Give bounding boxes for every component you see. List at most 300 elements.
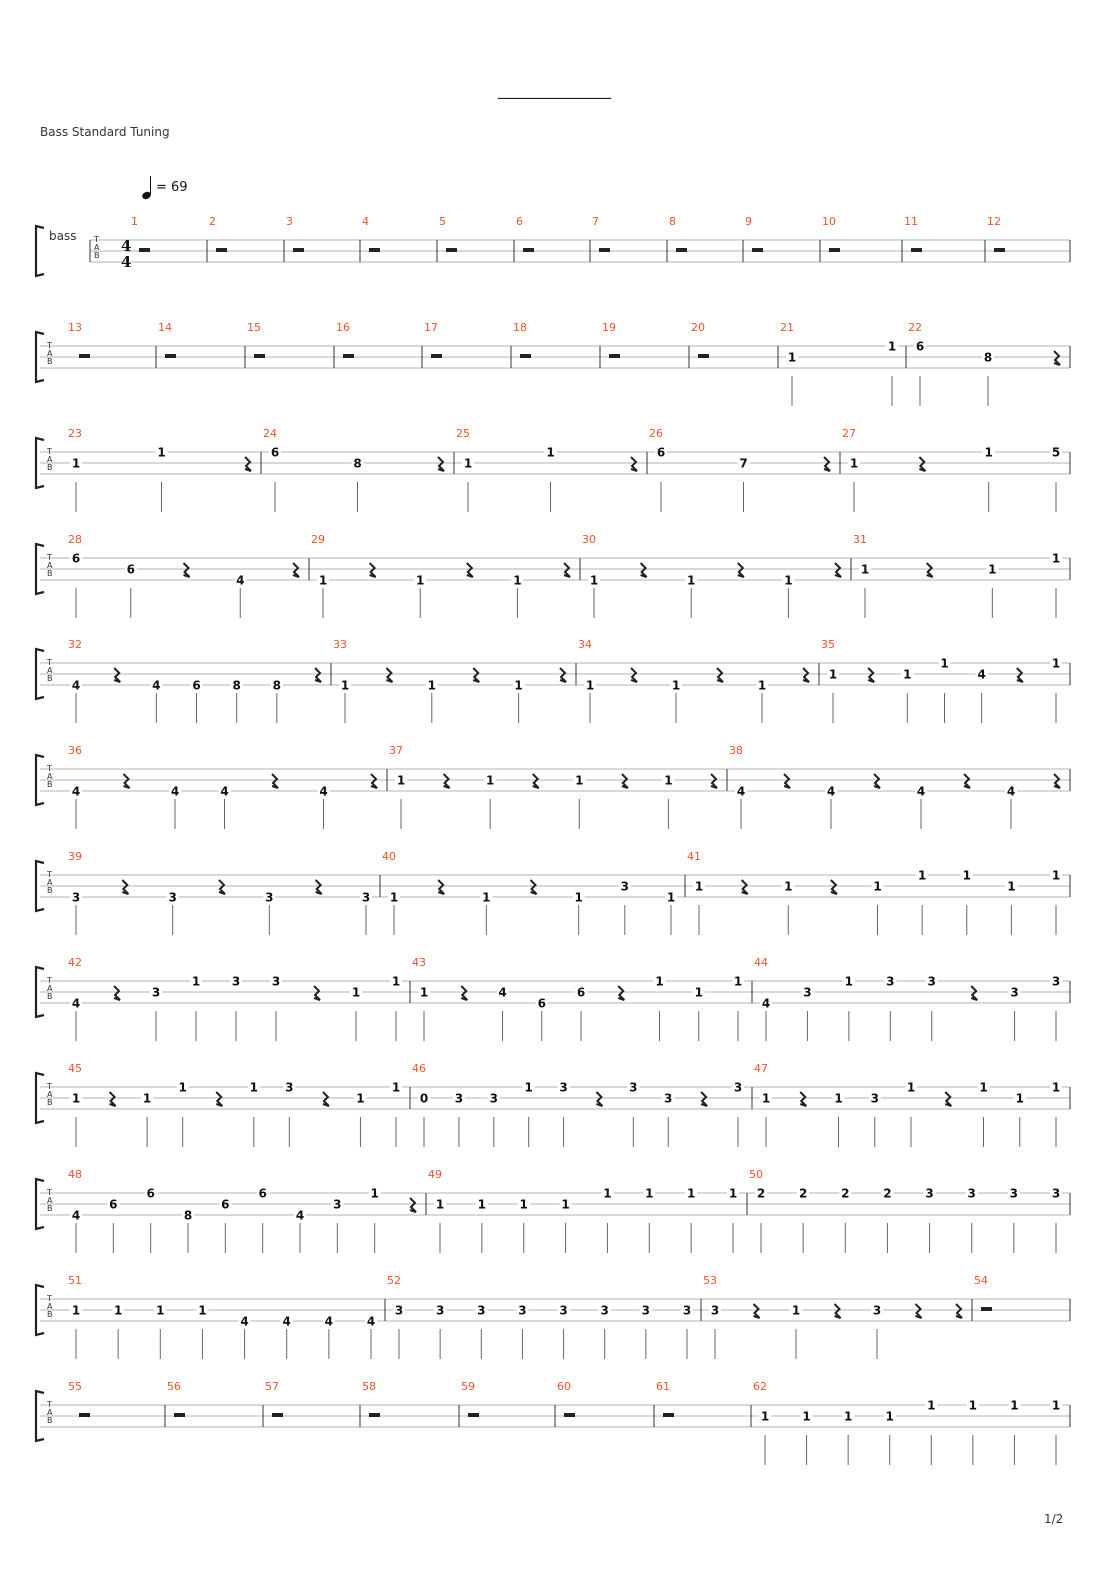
tab-clef-letter: A xyxy=(47,349,53,358)
measure-number: 7 xyxy=(592,215,599,228)
fret-number: 4 xyxy=(71,996,81,1011)
measure-number: 5 xyxy=(439,215,446,228)
fret-number: 1 xyxy=(802,1409,811,1424)
rest-mark xyxy=(742,880,748,894)
whole-rest xyxy=(520,354,531,358)
fret-number: 1 xyxy=(873,879,882,894)
fret-number: 1 xyxy=(984,445,993,460)
rest-mark xyxy=(916,1304,922,1318)
measure-number: 30 xyxy=(582,533,596,546)
track-name: bass xyxy=(49,229,77,243)
system-bracket xyxy=(36,226,44,276)
fret-number: 1 xyxy=(157,445,166,460)
rest-mark xyxy=(293,563,299,577)
rest-mark xyxy=(564,563,570,577)
measure-number: 18 xyxy=(513,321,527,334)
fret-number: 3 xyxy=(682,1303,692,1318)
whole-rest xyxy=(254,354,265,358)
tab-clef-letter: T xyxy=(47,341,52,350)
rest-mark xyxy=(219,880,225,894)
fret-number: 1 xyxy=(113,1303,123,1318)
fret-number: 1 xyxy=(514,678,523,693)
fret-number: 3 xyxy=(1051,1186,1061,1201)
rest-mark xyxy=(386,668,392,682)
fret-number: 3 xyxy=(489,1091,498,1106)
fret-number: 1 xyxy=(191,974,201,989)
whole-rest xyxy=(431,354,442,358)
fret-number: 1 xyxy=(784,573,793,588)
tab-clef-letter: B xyxy=(47,886,53,895)
measure-number: 58 xyxy=(362,1380,376,1393)
whole-rest xyxy=(272,1413,283,1417)
rest-mark xyxy=(371,774,377,788)
time-signature-top: 4 xyxy=(121,237,132,255)
rest-mark xyxy=(701,1092,707,1106)
fret-number: 1 xyxy=(906,1080,916,1095)
measure-number: 41 xyxy=(687,850,701,863)
fret-number: 2 xyxy=(798,1186,808,1201)
measure-number: 34 xyxy=(578,638,592,651)
fret-number: 4 xyxy=(71,784,81,799)
fret-number: 3 xyxy=(925,1186,934,1201)
rest-mark xyxy=(874,774,880,788)
fret-number: 6 xyxy=(126,562,135,577)
rest-mark xyxy=(831,880,837,894)
fret-number: 6 xyxy=(270,445,280,460)
measure-number: 47 xyxy=(754,1062,768,1075)
measure-number: 33 xyxy=(333,638,347,651)
rest-mark xyxy=(184,563,190,577)
fret-number: 1 xyxy=(198,1303,207,1318)
tab-clef-letter: A xyxy=(47,772,53,781)
fret-number: 1 xyxy=(787,350,797,365)
fret-number: 3 xyxy=(886,974,895,989)
fret-number: 3 xyxy=(629,1080,638,1095)
fret-number: 1 xyxy=(988,562,997,577)
fret-number: 1 xyxy=(389,890,399,905)
fret-number: 1 xyxy=(249,1080,258,1095)
fret-number: 7 xyxy=(739,456,748,471)
tab-clef-letter: A xyxy=(47,984,53,993)
measure-number: 19 xyxy=(602,321,616,334)
time-signature-bottom: 4 xyxy=(121,253,132,271)
fret-number: 1 xyxy=(589,573,599,588)
measure-number: 40 xyxy=(382,850,396,863)
fret-number: 1 xyxy=(71,456,81,471)
fret-number: 1 xyxy=(477,1197,487,1212)
fret-number: 1 xyxy=(655,974,664,989)
rest-mark xyxy=(800,1092,806,1106)
fret-number: 4 xyxy=(826,784,836,799)
fret-number: 4 xyxy=(324,1314,334,1329)
fret-number: 1 xyxy=(435,1197,445,1212)
fret-number: 6 xyxy=(221,1197,230,1212)
fret-number: 4 xyxy=(282,1314,291,1329)
fret-number: 1 xyxy=(761,1091,771,1106)
fret-number: 3 xyxy=(620,879,630,894)
rest-mark xyxy=(410,1198,416,1212)
measure-number: 53 xyxy=(703,1274,717,1287)
fret-number: 3 xyxy=(600,1303,609,1318)
tab-clef-letter: A xyxy=(47,1090,53,1099)
fret-number: 6 xyxy=(915,339,925,354)
fret-number: 3 xyxy=(151,985,161,1000)
fret-number: 2 xyxy=(756,1186,766,1201)
fret-number: 4 xyxy=(498,985,507,1000)
fret-number: 3 xyxy=(285,1080,294,1095)
fret-number: 1 xyxy=(664,773,673,788)
whole-rest xyxy=(829,248,840,252)
tuning-label: Bass Standard Tuning xyxy=(40,125,170,139)
rest-mark xyxy=(971,986,977,1000)
tab-clef-letter: T xyxy=(47,658,52,667)
fret-number: 4 xyxy=(761,996,771,1011)
fret-number: 3 xyxy=(664,1091,673,1106)
rest-mark xyxy=(622,774,628,788)
whole-rest xyxy=(216,248,227,252)
fret-number: 1 xyxy=(351,985,361,1000)
rest-mark xyxy=(461,986,467,1000)
fret-number: 6 xyxy=(109,1197,118,1212)
tab-clef-letter: T xyxy=(47,553,52,562)
measure-number: 57 xyxy=(265,1380,279,1393)
measure-number: 2 xyxy=(209,215,216,228)
measure-number: 46 xyxy=(412,1062,426,1075)
measure-number: 9 xyxy=(745,215,752,228)
measure-number: 1 xyxy=(131,215,138,228)
fret-number: 4 xyxy=(1006,784,1016,799)
fret-number: 4 xyxy=(71,678,81,693)
tab-clef-letter: B xyxy=(47,780,53,789)
fret-number: 1 xyxy=(917,868,927,883)
tab-clef-letter: B xyxy=(47,1310,53,1319)
fret-number: 0 xyxy=(419,1091,429,1106)
fret-number: 8 xyxy=(183,1208,193,1223)
fret-number: 1 xyxy=(694,879,704,894)
whole-rest xyxy=(79,1413,90,1417)
fret-number: 8 xyxy=(353,456,362,471)
fret-number: 1 xyxy=(687,573,696,588)
fret-number: 1 xyxy=(968,1398,978,1413)
tab-clef-letter: A xyxy=(47,1302,53,1311)
rest-mark xyxy=(438,880,444,894)
measure-number: 3 xyxy=(286,215,293,228)
measure-number: 20 xyxy=(691,321,705,334)
measure-number: 10 xyxy=(822,215,836,228)
rest-mark xyxy=(122,880,128,894)
fret-number: 1 xyxy=(887,339,897,354)
tempo-value: = 69 xyxy=(156,180,188,195)
fret-number: 1 xyxy=(370,1186,379,1201)
tab-clef-letter: T xyxy=(47,976,52,985)
rest-mark xyxy=(618,986,624,1000)
whole-rest xyxy=(981,1307,992,1311)
fret-number: 3 xyxy=(803,985,812,1000)
fret-number: 4 xyxy=(152,678,161,693)
measure-number: 13 xyxy=(68,321,82,334)
fret-number: 4 xyxy=(236,573,245,588)
fret-number: 3 xyxy=(168,890,177,905)
fret-number: 1 xyxy=(318,573,328,588)
fret-number: 6 xyxy=(258,1186,267,1201)
rest-mark xyxy=(927,563,933,577)
measure-number: 43 xyxy=(412,956,426,969)
tab-clef-letter: T xyxy=(47,870,52,879)
fret-number: 1 xyxy=(834,1091,843,1106)
measure-number: 51 xyxy=(68,1274,82,1287)
fret-number: 1 xyxy=(1051,551,1061,566)
whole-rest xyxy=(139,248,150,252)
measure-number: 61 xyxy=(656,1380,670,1393)
tab-clef-letter: B xyxy=(47,463,53,472)
fret-number: 1 xyxy=(356,1091,365,1106)
rest-mark xyxy=(738,563,744,577)
rest-mark xyxy=(272,774,278,788)
tab-clef-letter: T xyxy=(47,1400,52,1409)
rest-mark xyxy=(531,880,537,894)
whole-rest xyxy=(599,248,610,252)
tab-clef-letter: T xyxy=(47,1188,52,1197)
fret-number: 1 xyxy=(671,678,681,693)
fret-number: 3 xyxy=(361,890,371,905)
rest-mark xyxy=(835,563,841,577)
measure-number: 17 xyxy=(424,321,438,334)
fret-number: 1 xyxy=(1051,868,1061,883)
tab-clef-letter: A xyxy=(47,455,53,464)
measure-number: 60 xyxy=(557,1380,571,1393)
measure-number: 14 xyxy=(158,321,172,334)
rest-mark xyxy=(444,774,450,788)
fret-number: 1 xyxy=(903,667,912,682)
tab-clef-letter: A xyxy=(47,561,53,570)
fret-number: 1 xyxy=(416,573,425,588)
fret-number: 1 xyxy=(178,1080,187,1095)
rest-mark xyxy=(1054,351,1060,365)
fret-number: 1 xyxy=(71,1303,81,1318)
rest-mark xyxy=(711,774,717,788)
fret-number: 1 xyxy=(686,1186,696,1201)
rest-mark xyxy=(784,774,790,788)
measure-number: 38 xyxy=(729,744,743,757)
rest-mark xyxy=(717,668,723,682)
rest-mark xyxy=(473,668,479,682)
fret-number: 1 xyxy=(156,1303,165,1318)
fret-number: 4 xyxy=(366,1314,376,1329)
fret-number: 1 xyxy=(666,890,676,905)
fret-number: 1 xyxy=(427,678,436,693)
fret-number: 4 xyxy=(977,667,986,682)
fret-number: 4 xyxy=(170,784,180,799)
rest-mark xyxy=(315,668,321,682)
fret-number: 3 xyxy=(71,890,81,905)
fret-number: 3 xyxy=(518,1303,527,1318)
measure-number: 27 xyxy=(842,427,856,440)
rest-mark xyxy=(114,668,120,682)
measure-number: 37 xyxy=(389,744,403,757)
fret-number: 3 xyxy=(271,974,281,989)
fret-number: 1 xyxy=(849,456,859,471)
fret-number: 3 xyxy=(333,1197,342,1212)
measure-number: 44 xyxy=(754,956,768,969)
whole-rest xyxy=(369,248,380,252)
fret-number: 3 xyxy=(733,1080,743,1095)
rest-mark xyxy=(824,457,830,471)
tab-clef-letter: B xyxy=(47,1204,53,1213)
fret-number: 1 xyxy=(757,678,767,693)
measure-number: 54 xyxy=(974,1274,988,1287)
measure-number: 26 xyxy=(649,427,663,440)
measure-number: 25 xyxy=(456,427,470,440)
fret-number: 8 xyxy=(272,678,282,693)
rest-mark xyxy=(323,1092,329,1106)
measure-number: 31 xyxy=(853,533,867,546)
fret-number: 1 xyxy=(645,1186,654,1201)
rest-mark xyxy=(467,563,473,577)
whole-rest xyxy=(174,1413,185,1417)
whole-rest xyxy=(752,248,763,252)
fret-number: 1 xyxy=(524,1080,533,1095)
measure-number: 45 xyxy=(68,1062,82,1075)
fret-number: 1 xyxy=(962,868,971,883)
rest-mark xyxy=(110,1092,116,1106)
fret-number: 3 xyxy=(870,1091,879,1106)
fret-number: 1 xyxy=(574,890,583,905)
measure-number: 16 xyxy=(336,321,350,334)
fret-number: 1 xyxy=(728,1186,738,1201)
measure-number: 8 xyxy=(669,215,676,228)
tab-clef-letter: A xyxy=(47,666,53,675)
page-number: 1/2 xyxy=(1044,1512,1064,1526)
fret-number: 6 xyxy=(656,445,666,460)
fret-number: 4 xyxy=(71,1208,81,1223)
whole-rest xyxy=(165,354,176,358)
fret-number: 1 xyxy=(396,773,406,788)
measure-number: 62 xyxy=(753,1380,767,1393)
fret-number: 3 xyxy=(872,1303,882,1318)
measure-number: 21 xyxy=(780,321,794,334)
measure-number: 50 xyxy=(749,1168,763,1181)
rest-mark xyxy=(316,880,322,894)
tab-clef-letter: B xyxy=(47,357,53,366)
fret-number: 3 xyxy=(265,890,274,905)
rest-mark xyxy=(868,668,874,682)
fret-number: 1 xyxy=(1051,1080,1061,1095)
measure-number: 52 xyxy=(387,1274,401,1287)
tab-clef-letter: A xyxy=(47,1196,53,1205)
fret-number: 4 xyxy=(736,784,746,799)
tab-clef-letter: B xyxy=(47,992,53,1001)
fret-number: 1 xyxy=(791,1303,801,1318)
fret-number: 3 xyxy=(1051,974,1061,989)
fret-number: 3 xyxy=(927,974,936,989)
whole-rest xyxy=(79,354,90,358)
rest-mark xyxy=(631,668,637,682)
whole-rest xyxy=(698,354,709,358)
fret-number: 1 xyxy=(940,656,949,671)
fret-number: 3 xyxy=(1009,1186,1019,1201)
fret-number: 1 xyxy=(885,1409,894,1424)
rest-mark xyxy=(803,668,809,682)
measure-number: 29 xyxy=(311,533,325,546)
fret-number: 3 xyxy=(641,1303,651,1318)
fret-number: 1 xyxy=(585,678,595,693)
fret-number: 1 xyxy=(1051,656,1061,671)
fret-number: 1 xyxy=(927,1398,936,1413)
whole-rest xyxy=(343,354,354,358)
fret-number: 1 xyxy=(733,974,743,989)
fret-number: 3 xyxy=(231,974,241,989)
fret-number: 6 xyxy=(71,551,81,566)
measure-number: 55 xyxy=(68,1380,82,1393)
fret-number: 6 xyxy=(192,678,201,693)
tab-clef-letter: T xyxy=(47,764,52,773)
tab-clef-letter: B xyxy=(47,674,53,683)
fret-number: 1 xyxy=(760,1409,770,1424)
fret-number: 1 xyxy=(482,890,491,905)
measure-number: 23 xyxy=(68,427,82,440)
rest-mark xyxy=(314,986,320,1000)
fret-number: 1 xyxy=(391,1080,401,1095)
fret-number: 6 xyxy=(537,996,546,1011)
fret-number: 8 xyxy=(983,350,993,365)
fret-number: 6 xyxy=(576,985,586,1000)
fret-number: 1 xyxy=(828,667,838,682)
measure-number: 59 xyxy=(461,1380,475,1393)
rest-mark xyxy=(533,774,539,788)
rest-mark xyxy=(956,1304,962,1318)
rest-mark xyxy=(560,668,566,682)
whole-rest xyxy=(911,248,922,252)
rest-mark xyxy=(919,457,925,471)
rest-mark xyxy=(370,563,376,577)
fret-number: 1 xyxy=(1051,1398,1061,1413)
fret-number: 4 xyxy=(319,784,328,799)
fret-number: 1 xyxy=(860,562,870,577)
tab-clef-letter: A xyxy=(47,1408,53,1417)
fret-number: 4 xyxy=(295,1208,305,1223)
tab-clef-letter: T xyxy=(47,447,52,456)
measure-number: 56 xyxy=(167,1380,181,1393)
rest-mark xyxy=(1054,774,1060,788)
fret-number: 8 xyxy=(232,678,241,693)
song-title: ________________ xyxy=(498,80,610,99)
fret-number: 6 xyxy=(146,1186,155,1201)
rest-mark xyxy=(641,563,647,577)
fret-number: 3 xyxy=(559,1303,568,1318)
rest-mark xyxy=(1017,668,1023,682)
measure-number: 15 xyxy=(247,321,261,334)
measure-number: 48 xyxy=(68,1168,82,1181)
measure-number: 12 xyxy=(987,215,1001,228)
fret-number: 3 xyxy=(435,1303,445,1318)
tab-clef-letter: B xyxy=(47,569,53,578)
fret-number: 1 xyxy=(694,985,703,1000)
fret-number: 1 xyxy=(546,445,555,460)
fret-number: 2 xyxy=(841,1186,850,1201)
fret-number: 3 xyxy=(1010,985,1019,1000)
fret-number: 1 xyxy=(419,985,429,1000)
whole-rest xyxy=(468,1413,479,1417)
fret-number: 3 xyxy=(967,1186,976,1201)
fret-number: 3 xyxy=(394,1303,404,1318)
fret-number: 1 xyxy=(485,773,495,788)
rest-mark xyxy=(754,1304,760,1318)
fret-number: 1 xyxy=(979,1080,988,1095)
fret-number: 4 xyxy=(240,1314,249,1329)
whole-rest xyxy=(609,354,620,358)
measure-number: 35 xyxy=(821,638,835,651)
fret-number: 3 xyxy=(477,1303,486,1318)
